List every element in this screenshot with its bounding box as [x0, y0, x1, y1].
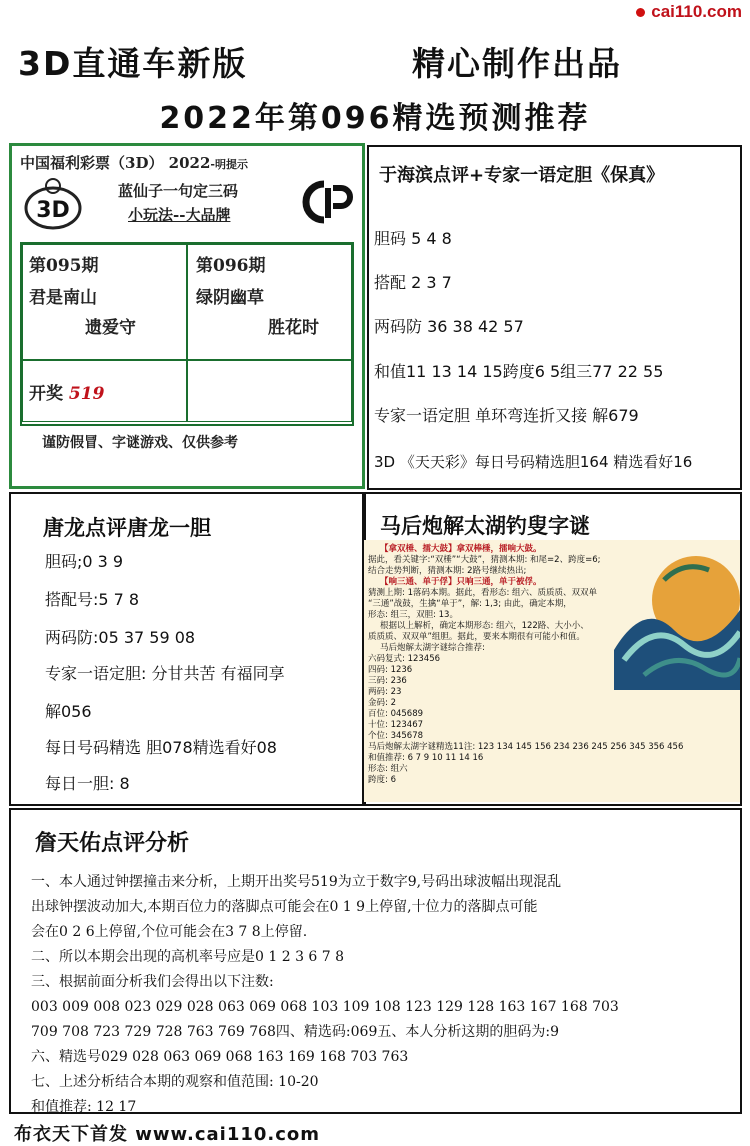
zhan-panel: [9, 808, 742, 1114]
zhan-body: 一、本人通过钟摆撞击来分析，上期开出奖号519为立于数字9,号码出球波幅出现混乱 出球钟摆波动加大,本期百位力的落脚点可能会在0 1 9上停留,十位力的落脚点可能 会在0 2 6上停留,个位可能会在3 7 8上停留. 二、所以本期会出现的高机率号应是0 1 2 3 6 7 8 三、根据前面分析我们会得出以下注数: 003 009 008 023 029 028 063 069 068 103 109 108 123 129 128 163 167 168 703 709 708 723 729 728 763 769 768四、精选码:069五、本人分析这期的胆码为:9 六、精选号029 028 063 069 068 163 169 168 703 763 七、上述分析结合本期的观察和值范围: 10-20 和值推荐: 12 17: [31, 874, 619, 1115]
tang-line: 每日号码精选 胆078精选看好08: [45, 738, 277, 757]
empty-cell: [187, 360, 352, 422]
yu-line: 和值11 13 14 15跨度6 5组三77 22 55: [374, 362, 664, 381]
site-url: cai110.com: [651, 2, 742, 21]
prev-issue-cell: [22, 244, 187, 360]
prev-issue: 第095期: [29, 256, 99, 276]
dot-icon: [636, 8, 645, 17]
ma-title: 马后炮解太湖钓叟字谜: [380, 514, 590, 538]
slogan-2: 小玩法--大品牌: [128, 206, 231, 224]
page-title: 2022年第096精选预测推荐: [159, 101, 591, 136]
slogan-1: 蓝仙子一句定三码: [118, 182, 239, 200]
cur-issue: 第096期: [196, 256, 266, 276]
prev-line-2: 遗爱守: [85, 318, 136, 338]
site-badge[interactable]: [636, 2, 742, 22]
tang-line: 每日一胆: 8: [45, 774, 130, 793]
riddle-scroll: [364, 540, 740, 802]
tang-line: 解056: [45, 702, 92, 721]
tang-line: 搭配号:5 7 8: [45, 590, 140, 609]
cur-line-2: 胜花时: [268, 318, 319, 338]
svg-text:3D: 3D: [36, 198, 70, 223]
cur-issue-cell: [187, 244, 352, 360]
tang-panel: [9, 492, 364, 806]
yu-title: 于海滨点评+专家一语定胆《保真》: [379, 165, 665, 186]
yu-line: 胆码 5 4 8: [374, 229, 452, 248]
tang-line: 专家一语定胆: 分甘共苦 有福同享: [45, 664, 285, 683]
footer-text[interactable]: 布衣天下首发 www.cai110.com: [14, 1124, 321, 1145]
prev-line-1: 君是南山: [29, 288, 97, 308]
yu-line: 搭配 2 3 7: [374, 273, 452, 292]
tang-line: 两码防:05 37 59 08: [45, 628, 196, 647]
issue-grid: [20, 242, 354, 426]
lottery-card: [9, 143, 365, 489]
yu-line: 专家一语定胆 单环弯连折又接 解679: [374, 406, 639, 425]
cp-logo-icon: [298, 174, 354, 230]
cur-line-1: 绿阴幽草: [196, 288, 264, 308]
draw-result: 开奖 519: [29, 384, 105, 404]
lottery-top-line: 中国福利彩票（3D） 2022-明提示: [20, 154, 248, 172]
tang-line: 胆码;0 3 9: [45, 552, 124, 571]
draw-cell: [22, 360, 187, 422]
header-left: 3D直通车新版: [18, 44, 248, 83]
yu-line: 3D 《天天彩》每日号码精选胆164 精选看好16: [374, 453, 693, 471]
3d-logo-icon: [22, 176, 84, 234]
footer: [0, 1118, 750, 1144]
yu-line: 两码防 36 38 42 57: [374, 317, 524, 336]
tang-title: 唐龙点评唐龙一胆: [43, 516, 211, 540]
yu-panel: [367, 145, 742, 490]
header-right: 精心制作出品: [412, 44, 622, 83]
disclaimer: 谨防假冒、字谜游戏、仅供参考: [42, 435, 238, 451]
zhan-title: 詹天佑点评分析: [35, 831, 190, 856]
riddle-text: 【拿双棰、擂大鼓】拿双棒棰，擂响大鼓。 据此，看关键字:“双棰”“大鼓”，猜测本期: 和尾=2、跨度=6; 结合走势判断，猜测本期: 2路号继续热出; 【响三通、单于俘】只响三通，单于被俘。 猜测上期: 1落码本期。据此，看形态: 组六、质质质、双双单 “三通”战鼓，生擒“单于”，解: 1,3; 由此，确定本期， 形态: 组三，双胆: 13。 根据以上解析，确定本期形态: 组六，122路、大小小、 质质质、双双单”组胆。据此，要来本期很有可能小和值。 马后炮解太湖字谜综合推荐: 六码复式: 123456 四码: 1236 三码: 236 两码: 23 金码: 2 百位: 045689 十位: 123467 个位: 345678 马后炮解太湖字谜精选11注: 123 134 145 156 234 236 245 256 345 356 456 和值推荐: 6 7 9 10 11 14 16 形态: 组六 跨度: 6: [368, 544, 684, 785]
